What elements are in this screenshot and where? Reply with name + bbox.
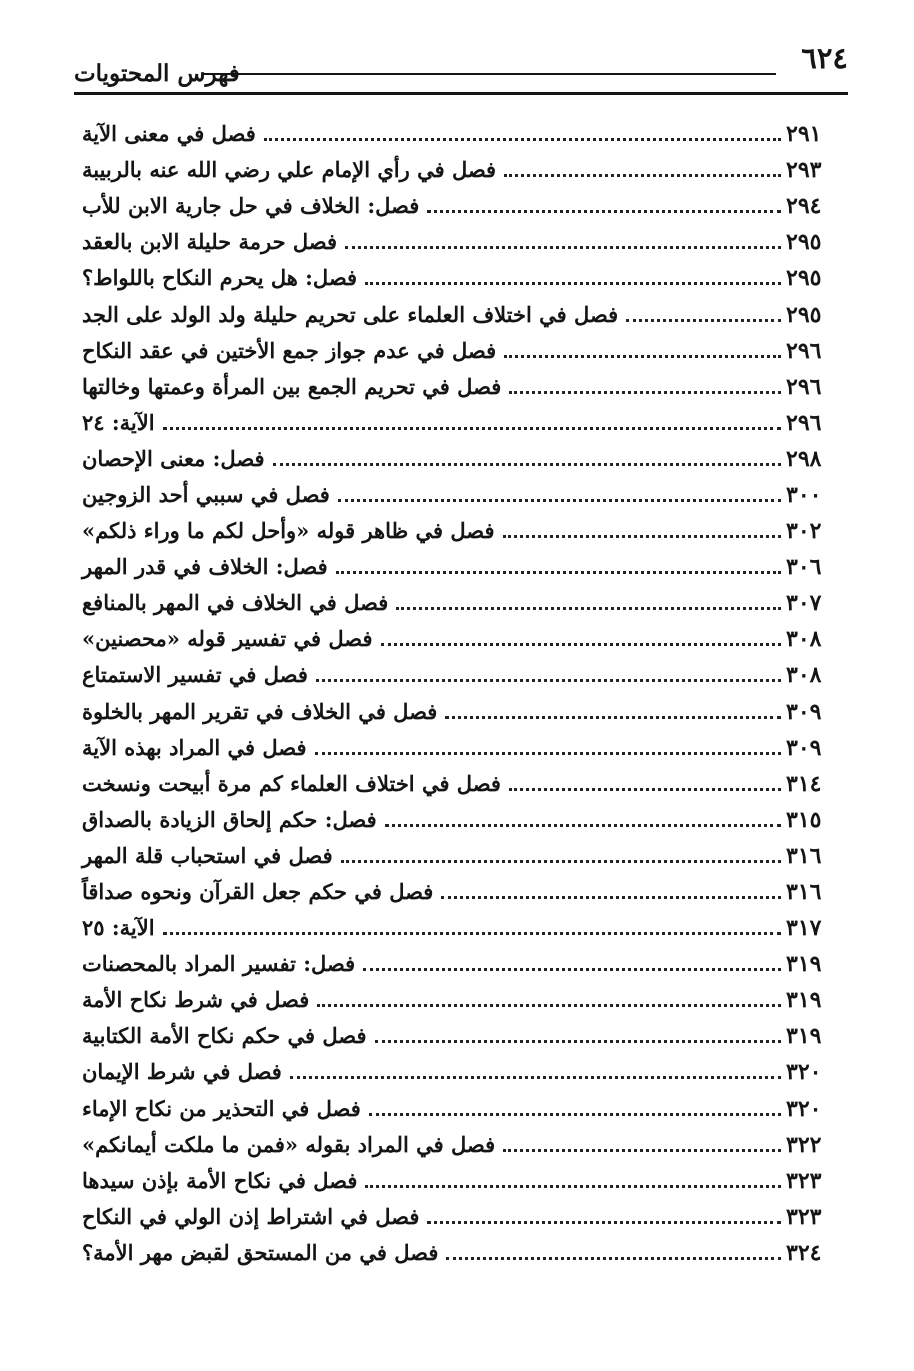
toc-entry-title: فصل في اختلاف العلماء كم مرة أبيحت ونسخت xyxy=(82,770,501,796)
dot-leader xyxy=(336,570,781,574)
toc-entry xyxy=(74,260,848,296)
toc-entry-title: فصل في تفسير قوله «محصنين» xyxy=(82,626,373,652)
toc-entry-page-number: ٣١٦ xyxy=(786,842,822,869)
dot-leader xyxy=(345,245,781,249)
toc-entry-page-number: ٢٩٥ xyxy=(786,229,822,256)
toc-entry-page-number: ٣٠٩ xyxy=(786,734,822,761)
toc-entry-title: فصل في شرط الإيمان xyxy=(82,1059,282,1085)
toc-entry-page-number: ٢٩٨ xyxy=(786,445,822,472)
toc-entry xyxy=(74,296,848,332)
toc-entry xyxy=(74,116,848,152)
toc-entry-page-number: ٣١٦ xyxy=(786,879,822,906)
toc-entry xyxy=(74,405,848,441)
toc-entry-title: الآية: ٢٥ xyxy=(82,915,155,941)
dot-leader xyxy=(385,823,781,827)
toc-entry-page-number: ٣٠٢ xyxy=(786,518,822,545)
dot-leader xyxy=(317,1003,781,1007)
toc-entry xyxy=(74,333,848,369)
toc-entry xyxy=(74,730,848,766)
toc-entry-page-number: ٣٢٠ xyxy=(786,1095,822,1122)
toc-entry xyxy=(74,621,848,657)
header-short-rule xyxy=(202,73,776,75)
toc-entry-page-number: ٣٠٦ xyxy=(786,554,822,581)
dot-leader xyxy=(445,715,781,719)
toc-entry-title: فصل: الخلاف في حل جارية الابن للأب xyxy=(82,193,420,219)
page-header xyxy=(74,38,848,94)
toc-entry-page-number: ٢٩٦ xyxy=(786,409,822,436)
toc-entry xyxy=(74,694,848,730)
toc-entry-page-number: ٣١٩ xyxy=(786,987,822,1014)
toc-entry xyxy=(74,441,848,477)
toc-entry-page-number: ٢٩١ xyxy=(786,121,822,148)
running-header-title: فهرس المحتويات xyxy=(74,60,240,87)
toc-entry-page-number: ٣١٩ xyxy=(786,951,822,978)
dot-leader xyxy=(375,1039,781,1043)
dot-leader xyxy=(396,606,781,610)
toc-entry-title: فصل: تفسير المراد بالمحصنات xyxy=(82,951,356,977)
dot-leader xyxy=(365,281,781,285)
dot-leader xyxy=(509,787,781,791)
toc-entry xyxy=(74,1199,848,1235)
toc-entry-page-number: ٣٢٣ xyxy=(786,1203,822,1230)
dot-leader xyxy=(290,1075,781,1079)
toc-entry-page-number: ٣٠٩ xyxy=(786,698,822,725)
toc-entry xyxy=(74,585,848,621)
toc-entry-title: فصل: هل يحرم النكاح باللواط؟ xyxy=(82,265,358,291)
table-of-contents xyxy=(74,116,848,1271)
toc-entry-title: فصل في المراد بقوله «فمن ما ملكت أيمانكم» xyxy=(82,1131,496,1157)
toc-entry xyxy=(74,1054,848,1090)
toc-entry-title: فصل في تفسير الاستمتاع xyxy=(82,662,308,688)
dot-leader xyxy=(427,1220,781,1224)
toc-entry-title: فصل في رأي الإمام علي رضي الله عنه بالربيبة xyxy=(82,157,497,183)
toc-entry xyxy=(74,1163,848,1199)
toc-entry-page-number: ٣٠٨ xyxy=(786,626,822,653)
toc-entry-page-number: ٣١٧ xyxy=(786,915,822,942)
dot-leader xyxy=(163,426,781,430)
dot-leader xyxy=(365,1184,781,1188)
toc-entry xyxy=(74,1127,848,1163)
toc-entry-page-number: ٢٩٥ xyxy=(786,301,822,328)
toc-entry xyxy=(74,549,848,585)
toc-entry-page-number: ٣١٤ xyxy=(786,770,822,797)
dot-leader xyxy=(427,209,781,213)
dot-leader xyxy=(504,173,781,177)
toc-entry-page-number: ٢٩٥ xyxy=(786,265,822,292)
dot-leader xyxy=(369,1112,781,1116)
toc-entry-page-number: ٣٢٤ xyxy=(786,1239,822,1266)
toc-entry-page-number: ٣٢٠ xyxy=(786,1059,822,1086)
toc-entry-title: فصل في التحذير من نكاح الإماء xyxy=(82,1095,361,1121)
toc-entry xyxy=(74,766,848,802)
toc-entry xyxy=(74,982,848,1018)
toc-entry-title: فصل في نكاح الأمة بإذن سيدها xyxy=(82,1167,358,1193)
toc-entry-title: فصل: الخلاف في قدر المهر xyxy=(82,554,328,580)
toc-entry xyxy=(74,910,848,946)
toc-entry-title: فصل في شرط نكاح الأمة xyxy=(82,987,310,1013)
dot-leader xyxy=(503,1148,781,1152)
page-number: ٦٢٤ xyxy=(801,41,848,75)
dot-leader xyxy=(163,931,781,935)
toc-entry xyxy=(74,1235,848,1271)
toc-entry-title: فصل في تحريم الجمع بين المرأة وعمتها وخالتها xyxy=(82,373,502,399)
dot-leader xyxy=(446,1256,781,1260)
toc-entry xyxy=(74,188,848,224)
toc-entry xyxy=(74,369,848,405)
toc-entry-title: فصل في حكم جعل القرآن ونحوه صداقاً xyxy=(82,879,434,905)
toc-entry xyxy=(74,513,848,549)
toc-entry-page-number: ٣١٥ xyxy=(786,806,822,833)
dot-leader xyxy=(338,498,781,502)
dot-leader xyxy=(381,642,781,646)
toc-entry-title: فصل في استحباب قلة المهر xyxy=(82,842,333,868)
header-rule xyxy=(74,92,848,95)
toc-entry-title: فصل في حكم نكاح الأمة الكتابية xyxy=(82,1023,367,1049)
dot-leader xyxy=(273,462,781,466)
toc-entry xyxy=(74,152,848,188)
dot-leader xyxy=(441,895,781,899)
toc-entry-page-number: ٣٠٨ xyxy=(786,662,822,689)
toc-entry-title: فصل في الخلاف في المهر بالمنافع xyxy=(82,590,389,616)
dot-leader xyxy=(316,678,781,682)
dot-leader xyxy=(509,390,781,394)
dot-leader xyxy=(504,354,781,358)
dot-leader xyxy=(503,534,781,538)
toc-entry-title: فصل في الخلاف في تقرير المهر بالخلوة xyxy=(82,698,438,724)
toc-entry-title: فصل في المراد بهذه الآية xyxy=(82,734,307,760)
toc-entry-title: فصل في سببي أحد الزوجين xyxy=(82,481,330,507)
toc-entry xyxy=(74,224,848,260)
toc-entry xyxy=(74,802,848,838)
dot-leader xyxy=(341,859,781,863)
toc-entry-title: فصل: معنى الإحصان xyxy=(82,445,265,471)
dot-leader xyxy=(626,318,781,322)
toc-entry-title: فصل حرمة حليلة الابن بالعقد xyxy=(82,229,338,255)
toc-entry-page-number: ٢٩٤ xyxy=(786,193,822,220)
toc-entry-page-number: ٣١٩ xyxy=(786,1023,822,1050)
toc-entry-title: فصل في عدم جواز جمع الأختين في عقد النكاح xyxy=(82,337,497,363)
toc-entry-page-number: ٢٩٦ xyxy=(786,337,822,364)
toc-entry xyxy=(74,838,848,874)
toc-entry xyxy=(74,477,848,513)
dot-leader xyxy=(363,967,781,971)
toc-entry xyxy=(74,1018,848,1054)
dot-leader xyxy=(315,751,781,755)
toc-entry-page-number: ٣٢٣ xyxy=(786,1167,822,1194)
toc-entry-title: فصل في اشتراط إذن الولي في النكاح xyxy=(82,1203,420,1229)
toc-entry xyxy=(74,874,848,910)
toc-entry-title: فصل في اختلاف العلماء على تحريم حليلة ولد الولد على الجد xyxy=(82,301,619,327)
toc-entry-page-number: ٣٢٢ xyxy=(786,1131,822,1158)
toc-entry-title: فصل: حكم إلحاق الزيادة بالصداق xyxy=(82,806,377,832)
toc-entry-page-number: ٣٠٠ xyxy=(786,481,822,508)
toc-entry-page-number: ٢٩٦ xyxy=(786,373,822,400)
dot-leader xyxy=(264,137,781,141)
toc-entry-title: الآية: ٢٤ xyxy=(82,409,155,435)
toc-entry-page-number: ٢٩٣ xyxy=(786,157,822,184)
toc-entry xyxy=(74,946,848,982)
toc-entry xyxy=(74,657,848,693)
toc-entry-title: فصل في من المستحق لقبض مهر الأمة؟ xyxy=(82,1239,439,1265)
toc-entry-title: فصل في معنى الآية xyxy=(82,121,256,147)
toc-entry-page-number: ٣٠٧ xyxy=(786,590,822,617)
toc-entry xyxy=(74,1091,848,1127)
toc-entry-title: فصل في ظاهر قوله «وأحل لكم ما وراء ذلكم» xyxy=(82,518,495,544)
